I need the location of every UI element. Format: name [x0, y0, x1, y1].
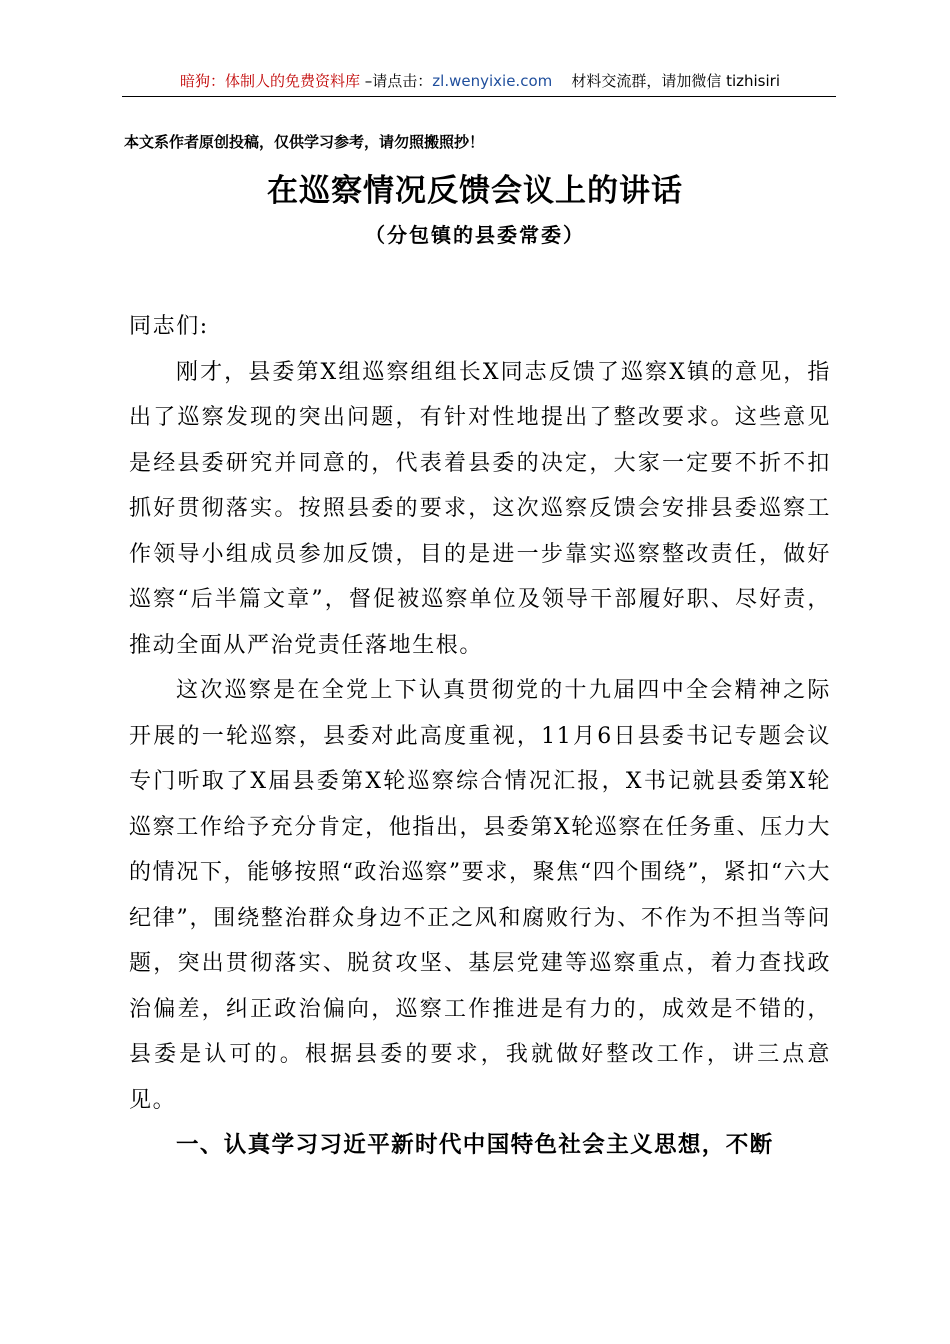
document-subtitle: （分包镇的县委常委） — [365, 223, 585, 247]
paragraph-2: 这次巡察是在全党上下认真贯彻党的十九届四中全会精神之际开展的一轮巡察，县委对此高度重视，11月6日县委书记专题会议专门听取了X届县委第X轮巡察综合情况汇报，X书记就县委第X轮巡察工作给予充分肯定，他指出，县委第X轮巡察在任务重、压力大的情况下，能够按照“政治巡察”要求，聚焦“四个围绕”，紧扣“六大纪律”，围绕整治群众身边不正之风和腐败行为、不作为不担当等问题，突出贯彻落实、脱贫攻坚、基层党建等巡察重点，着力查找政治偏差，纠正政治偏向，巡察工作推进是有力的，成效是不错的，县委是认可的。根据县委的要求，我就做好整改工作，讲三点意见。 — [129, 678, 831, 1113]
document-title: 在巡察情况反馈会议上的讲话 — [267, 173, 683, 209]
header-divider — [122, 96, 836, 97]
paragraph-1: 刚才，县委第X组巡察组组长X同志反馈了巡察X镇的意见，指出了巡察发现的突出问题，有针对性地提出了整改要求。这些意见是经县委研究并同意的，代表着县委的决定，大家一定要不折不扣抓好贯彻落实。按照县委的要求，这次巡察反馈会安排县委巡察工作领导小组成员参加反馈，目的是进一步靠实巡察整改责任，做好巡察“后半篇文章”，督促被巡察单位及领导干部履好职、尽好责，推动全面从严治党责任落地生根。 — [129, 359, 831, 658]
site-link[interactable]: zl.wenyixie.com — [432, 72, 553, 90]
salutation: 同志们: — [129, 314, 209, 339]
section-heading-1: 一、认真学习习近平新时代中国特色社会主义思想，不断 — [176, 1132, 774, 1158]
page-header — [124, 70, 836, 94]
click-prompt: –请点击： — [360, 72, 433, 90]
site-name: 暗狗：体制人的免费资料库 — [180, 72, 361, 90]
contact-info: 材料交流群，请加微信 tizhisiri — [571, 72, 780, 90]
copyright-notice: 本文系作者原创投稿，仅供学习参考，请勿照搬照抄！ — [124, 133, 485, 151]
document-body — [129, 304, 831, 1169]
